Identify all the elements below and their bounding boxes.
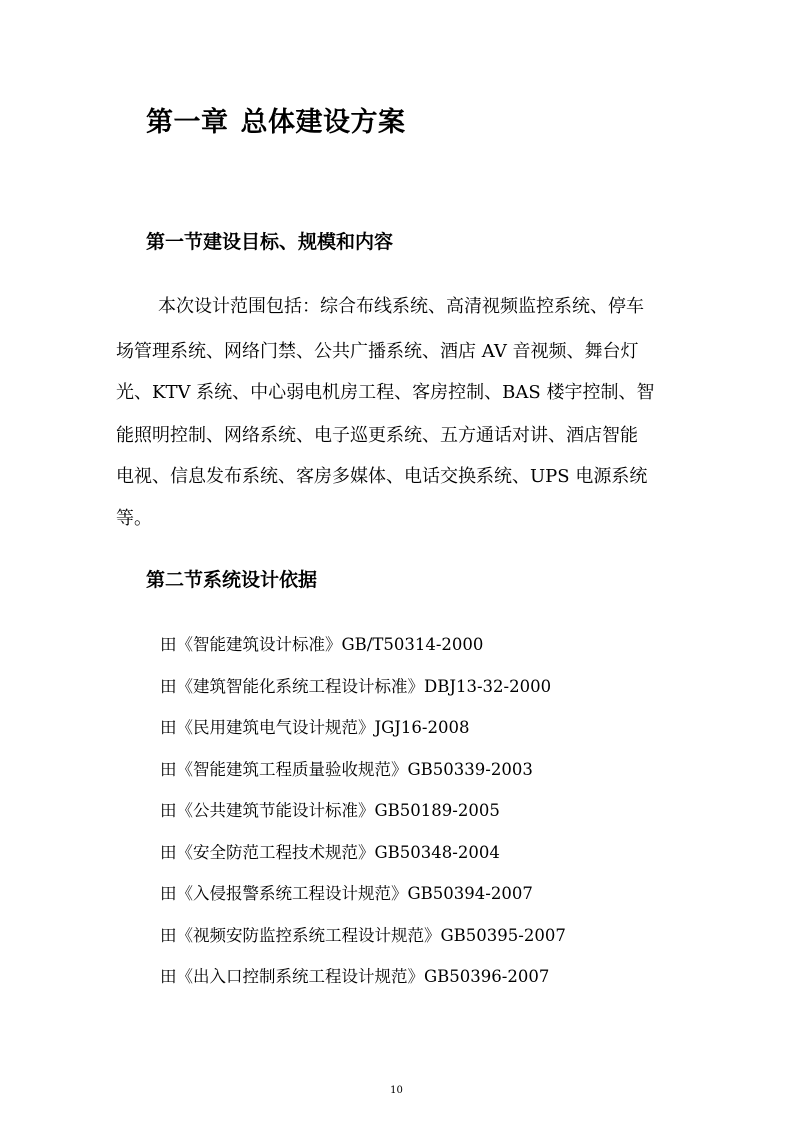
- paragraph-line: 等。: [116, 508, 152, 529]
- standard-item: 田《建筑智能化系统工程设计标准》DBJ13-32-2000: [160, 677, 552, 696]
- section-1-title: 第一节建设目标、规模和内容: [146, 231, 394, 253]
- page-number: 10: [390, 1085, 403, 1096]
- paragraph-line: 能照明控制、网络系统、电子巡更系统、五方通话对讲、酒店智能: [116, 425, 638, 446]
- section-2-title: 第二节系统设计依据: [146, 569, 318, 591]
- paragraph-line: 光、KTV 系统、中心弱电机房工程、客房控制、BAS 楼宇控制、智: [116, 382, 655, 403]
- standard-item: 田《出入口控制系统工程设计规范》GB50396-2007: [160, 967, 550, 986]
- standard-item: 田《智能建筑工程质量验收规范》GB50339-2003: [160, 760, 533, 779]
- standard-item: 田《安全防范工程技术规范》GB50348-2004: [160, 843, 500, 862]
- standard-item: 田《入侵报警系统工程设计规范》GB50394-2007: [160, 884, 533, 903]
- chapter-heading: 总体建设方案: [240, 107, 406, 138]
- standard-item: 田《视频安防监控系统工程设计规范》GB50395-2007: [160, 926, 566, 945]
- paragraph-line: 场管理系统、网络门禁、公共广播系统、酒店 AV 音视频、舞台灯: [116, 341, 639, 362]
- chapter-label: 第一章: [146, 107, 229, 138]
- standard-item: 田《民用建筑电气设计规范》JGJ16-2008: [160, 718, 470, 737]
- paragraph-line: 电视、信息发布系统、客房多媒体、电话交换系统、UPS 电源系统: [116, 466, 648, 487]
- paragraph-line: 本次设计范围包括：综合布线系统、高清视频监控系统、停车: [158, 296, 644, 317]
- standard-item: 田《智能建筑设计标准》GB/T50314-2000: [160, 635, 484, 654]
- chapter-title: [146, 100, 406, 139]
- standard-item: 田《公共建筑节能设计标准》GB50189-2005: [160, 801, 500, 820]
